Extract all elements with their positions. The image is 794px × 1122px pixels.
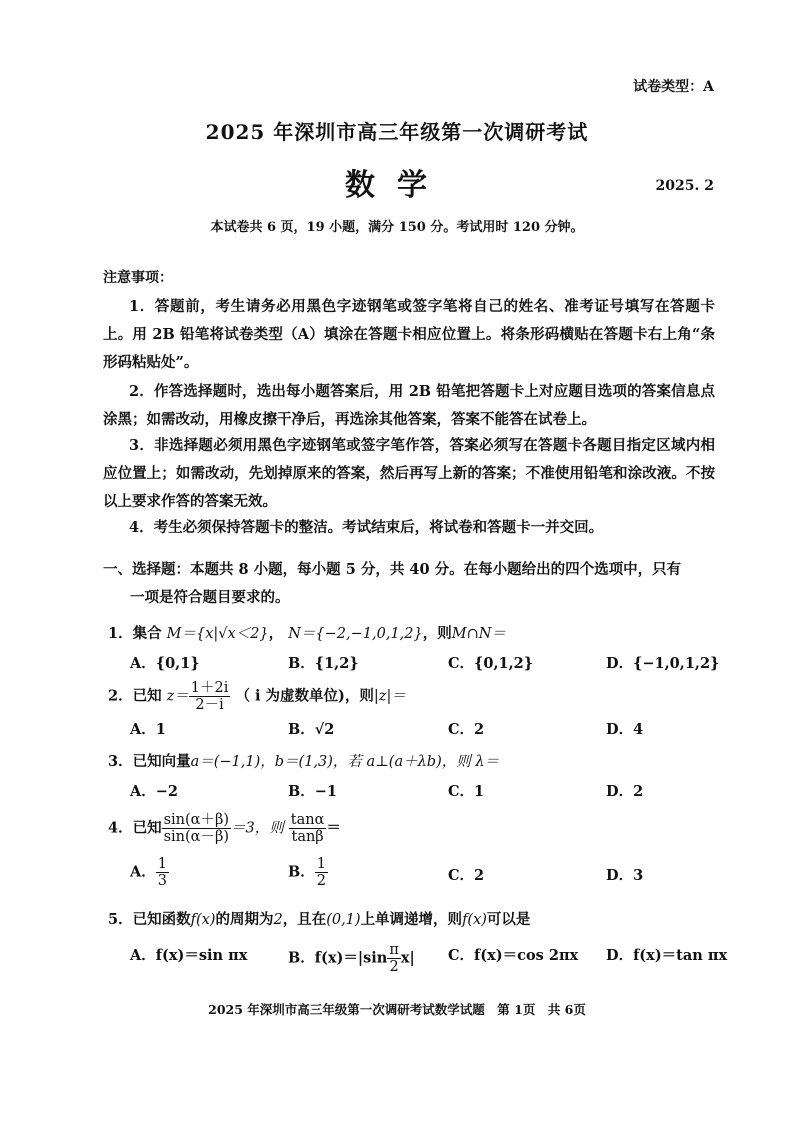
question-4-end: ＝: [326, 819, 341, 837]
question-5-option-b: [288, 942, 415, 975]
question-4-fraction-2: [289, 812, 327, 845]
question-5-text-a: 已知函数: [132, 911, 191, 928]
question-1: [108, 622, 718, 643]
question-4-option-a-den: 3: [157, 873, 167, 889]
question-4-numerator-2: tanα: [290, 812, 325, 828]
question-4-fraction-1: [162, 812, 231, 845]
question-4-option-a-label: A．: [130, 863, 156, 881]
exam-intro: 本试卷共 6 页，19 小题，满分 150 分。考试用时 120 分钟。: [210, 220, 584, 235]
question-5-option-b-tail: x|: [400, 949, 415, 967]
question-4-option-b: [288, 856, 328, 889]
question-1-number: 1．: [108, 625, 133, 642]
question-3-option-b: B．−1: [288, 783, 337, 800]
question-2-option-a: A．1: [130, 721, 166, 738]
question-3: [108, 750, 718, 771]
question-2-numerator: 1＋2i: [190, 680, 229, 696]
question-3-option-a: A．−2: [130, 783, 178, 800]
question-5-interval: (0,1): [326, 912, 361, 928]
question-1-text-b: ，则: [422, 625, 452, 642]
question-5-option-b-head: B．f(x)＝|sin: [288, 949, 388, 967]
note-item-1: 1．答题前，考生请务必用黑色字迹钢笔或签字笔将自己的姓名、准考证号填写在答题卡上。用 2B 铅笔将试卷类型（A）填涂在答题卡相应位置上。将条形码横贴在答题卡右上角“条形码粘贴处”。: [103, 298, 715, 371]
question-1-option-c: C．{0,1,2}: [448, 655, 534, 672]
exam-date: 2025. 2: [655, 178, 714, 194]
subject-title: 数学: [345, 168, 449, 203]
question-4-text-a: 已知: [132, 819, 162, 837]
question-5-option-c: C．f(x)＝cos 2πx: [448, 947, 579, 964]
question-1-option-d: D．{−1,0,1,2}: [606, 655, 720, 672]
question-5-period: 2: [273, 912, 283, 928]
note-item-2: 2．作答选择题时，选出每小题答案后，用 2B 铅笔把答题卡上对应题目选项的答案信息点涂黑；如需改动，用橡皮擦干净后，再选涂其他答案，答案不能答在试卷上。: [103, 383, 715, 428]
question-2-option-b: B．√2: [288, 721, 335, 738]
question-4-option-a-fraction: [156, 856, 169, 889]
page-footer: 2025 年深圳市高三年级第一次调研考试数学试题 第 1页 共 6页: [208, 1002, 586, 1017]
question-5-option-a: A．f(x)＝sin πx: [130, 947, 248, 964]
question-2-option-d: D．4: [606, 721, 644, 738]
question-1-set-m: M＝{x|√x＜2}: [166, 626, 269, 642]
question-1-sep: ，: [268, 625, 284, 642]
question-5-option-b-num: π: [389, 942, 399, 958]
section-heading-line1: 一、选择题：本题共 8 小题，每小题 5 分，共 40 分。在每小题给出的四个选项中，只有: [103, 561, 682, 578]
note-item-4: 4．考生必须保持答题卡的整洁。考试结束后，将试卷和答题卡一并交回。: [129, 519, 604, 536]
question-4-option-b-fraction: [315, 856, 328, 889]
question-3-text-a: 已知向量: [132, 753, 191, 770]
section-heading: [103, 556, 715, 612]
question-5-fx-1: f(x): [190, 912, 216, 928]
question-5-text-c: ，且在: [282, 911, 327, 928]
question-4-option-b-den: 2: [316, 873, 326, 889]
exam-title: 2025 年深圳市高三年级第一次调研考试: [205, 120, 589, 144]
question-5: [108, 908, 718, 929]
question-1-expr: M∩N＝: [451, 626, 506, 642]
question-4-denominator-2: tanβ: [291, 829, 324, 845]
question-2-denominator: 2－i: [195, 697, 224, 713]
question-4-option-d: D．3: [606, 867, 644, 884]
question-2-number: 2．: [108, 687, 133, 705]
question-2-option-c: C．2: [448, 721, 485, 738]
question-5-option-b-fraction: [387, 942, 401, 975]
question-5-option-b-den: 2: [389, 959, 399, 975]
question-4-option-a-num: 1: [157, 856, 167, 872]
question-1-option-a: A．{0,1}: [130, 655, 200, 672]
paper-type-label: 试卷类型：A: [633, 79, 714, 95]
question-1-set-n: N＝{−2,−1,0,1,2}: [288, 626, 423, 642]
question-2-lhs: z＝: [166, 688, 189, 705]
question-2-text-b: （ i 为虚数单位)，则: [235, 687, 374, 705]
question-2: [108, 680, 718, 713]
question-1-option-b: B．{1,2}: [288, 655, 359, 672]
question-5-text-b: 的周期为: [215, 911, 274, 928]
notes-heading: 注意事项：: [103, 270, 173, 286]
question-1-text-a: 集合: [132, 625, 162, 642]
question-4-option-a: [130, 856, 169, 889]
question-5-option-d: D．f(x)＝tan πx: [606, 947, 728, 964]
question-2-fraction: [189, 680, 231, 713]
question-5-text-e: 可以是: [486, 911, 531, 928]
question-2-expr: |z|＝: [373, 688, 406, 705]
question-2-text-a: 已知: [132, 687, 162, 705]
question-5-number: 5．: [108, 911, 133, 928]
question-4-option-b-num: 1: [316, 856, 326, 872]
question-4-option-c: C．2: [448, 867, 485, 884]
question-3-expr: a＝(−1,1)，b＝(1,3)，若 a⊥(a＋λb)，则 λ＝: [190, 754, 500, 770]
question-4: [108, 812, 718, 845]
question-4-mid: ＝3，则: [231, 820, 284, 837]
question-5-fx-2: f(x): [462, 912, 487, 928]
question-4-option-b-label: B．: [288, 863, 315, 881]
question-4-numerator-1: sin(α＋β): [163, 812, 229, 828]
question-3-option-d: D．2: [606, 783, 644, 800]
question-4-number: 4．: [108, 819, 133, 837]
question-3-option-c: C．1: [448, 783, 485, 800]
question-3-number: 3．: [108, 753, 133, 770]
question-5-text-d: 上单调递增，则: [360, 911, 463, 928]
question-4-denominator-1: sin(α－β): [163, 829, 229, 845]
section-heading-line2: 一项是符合题目要求的。: [130, 589, 290, 606]
note-item-3: 3．非选择题必须用黑色字迹钢笔或签字笔作答，答案必须写在答题卡各题目指定区域内相应位置上；如需改动，先划掉原来的答案，然后再写上新的答案；不准使用铅笔和涂改液。不按以上要求作答的答案无效。: [103, 437, 715, 510]
